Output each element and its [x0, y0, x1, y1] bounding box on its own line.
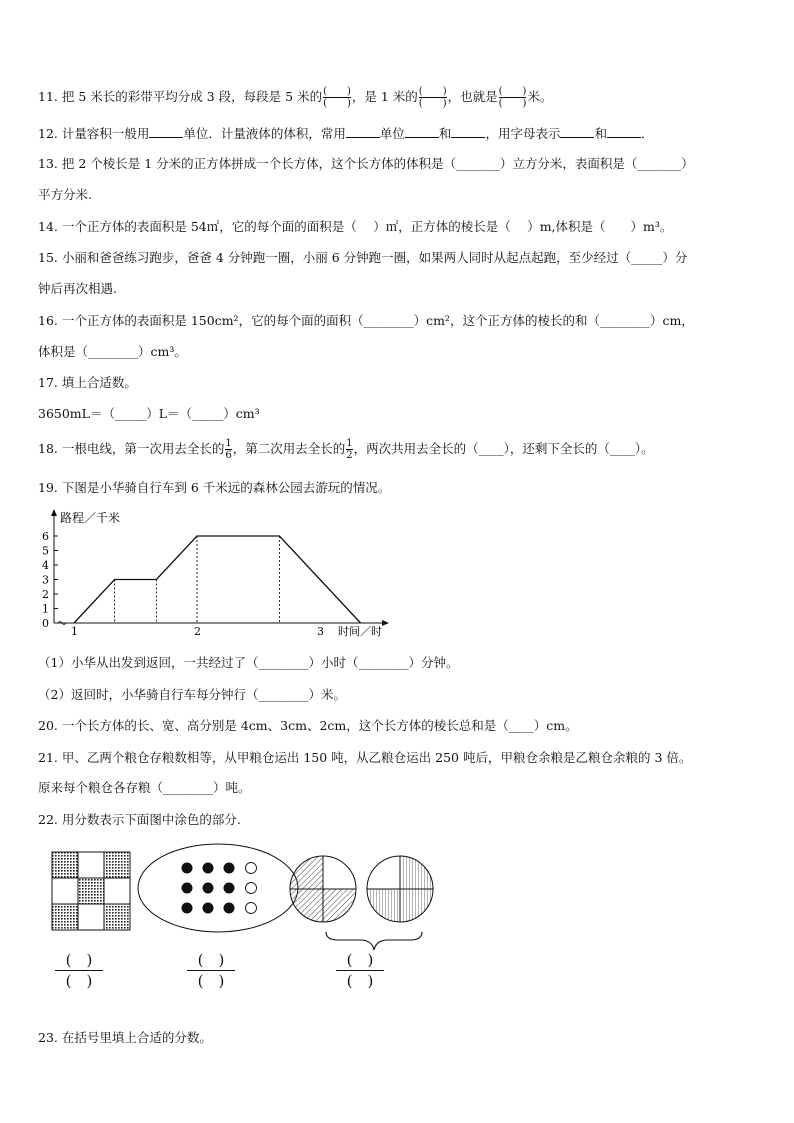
y-tick-label: 6: [42, 530, 49, 543]
answer-blank[interactable]: [607, 124, 641, 138]
y-axis-arrow: [51, 509, 57, 516]
x-tick-label: 1: [71, 625, 78, 638]
question-13-cont: 平方分米.: [38, 187, 92, 202]
answer-blank[interactable]: [346, 124, 380, 138]
y-tick-label: 4: [42, 559, 49, 572]
answer-blank[interactable]: [405, 124, 439, 138]
question-23: 23. 在括号里填上合适的分数。: [38, 1030, 212, 1045]
answer-blank[interactable]: [149, 124, 183, 138]
y-tick-label: 0: [42, 617, 49, 630]
question-20: 20. 一个长方体的长、宽、高分别是 4cm、3cm、2cm，这个长方体的棱长总和是（____）cm。: [38, 718, 578, 733]
x-axis-arrow: [382, 620, 389, 626]
brace: [326, 932, 422, 950]
y-tick-label: 2: [42, 588, 49, 601]
y-tick-label: 3: [42, 573, 49, 587]
fraction-blank[interactable]: $\frac{( )}{( )}$: [323, 86, 351, 109]
x-tick-label: 2: [194, 625, 201, 638]
question-22: 22. 用分数表示下面图中涂色的部分.: [38, 812, 241, 827]
ellipse-dots-figure: [138, 844, 298, 932]
question-12: 12. 计量容积一般用 单位．计量液体的体积，常用 单位 和 ，用字母表示 和 ．: [38, 126, 654, 141]
x-axis-label: 时间／时: [338, 625, 382, 638]
q22-answer-3[interactable]: ( ) ( ): [336, 950, 384, 991]
question-15: 15. 小丽和爸爸练习跑步，爸爸 4 分钟跑一圈，小丽 6 分钟跑一圈，如果两人同时从起点起跑，至少经过（_____）分: [38, 250, 688, 265]
fraction-blank[interactable]: $\frac{( )}{( )}$: [498, 86, 527, 109]
series-line: [74, 536, 361, 623]
question-11: 11. 把 5 米长的彩带平均分成 3 段，每段是 5 米的 $\frac{( )}{( )}$ ，是 1 米的 $\frac{( )}{( )}$ ，也就是 $\frac{( )}{( )}$ 米。: [38, 86, 553, 109]
y-tick-label: 5: [42, 544, 49, 558]
question-14: 14. 一个正方体的表面积是 54㎡，它的每个面的面积是（ ）㎡，正方体的棱长是（ ）m,体积是（ ）m³。: [38, 219, 673, 234]
question-16-cont: 体积是（________）cm³。: [38, 344, 187, 359]
question-19-sub2: （2）返回时，小华骑自行车每分钟行（________）米。: [38, 687, 346, 702]
question-19-sub1: （1）小华从出发到返回，一共经过了（________）小时（________）分钟。: [38, 655, 459, 670]
quarter-circles-figure: [290, 856, 433, 950]
y-tick-label: 1: [42, 602, 49, 616]
answer-blank[interactable]: [560, 124, 594, 138]
distance-time-chart: [40, 505, 400, 640]
q22-figures: [40, 840, 460, 1010]
question-15-cont: 钟后再次相遇.: [38, 281, 117, 296]
question-18: 18. 一根电线，第一次用去全长的 $\frac{1}{6}$ ，第二次用去全长的 $\frac{1}{2}$ ，两次共用去全长的（____），还剩下全长的（____）。: [38, 438, 654, 461]
fraction-one-sixth: $\frac{1}{6}$: [225, 438, 232, 461]
question-21-cont: 原来每个粮仓各存粮（________）吨。: [38, 780, 251, 795]
fraction-one-half: $\frac{1}{2}$: [346, 438, 353, 461]
x-tick-label: 3: [317, 625, 324, 638]
grid-figure: [52, 852, 130, 930]
fraction-blank[interactable]: $\frac{( )}{( )}$: [418, 86, 447, 109]
q22-answer-2[interactable]: ( ) ( ): [187, 950, 235, 991]
q22-answer-1[interactable]: ( ) ( ): [55, 950, 103, 991]
answer-blank[interactable]: [451, 124, 485, 138]
question-16: 16. 一个正方体的表面积是 150cm²，它的每个面的面积（________）cm²，这个正方体的棱长的和（________）cm，: [38, 313, 694, 328]
question-17: 17. 填上合适数。: [38, 375, 137, 390]
y-axis-label: 路程／千米: [60, 511, 121, 525]
question-19: 19. 下图是小华骑自行车到 6 千米远的森林公园去游玩的情况。: [38, 480, 391, 495]
question-17-cont: 3650mL＝（_____）L＝（_____）cm³: [38, 406, 260, 421]
question-13: 13. 把 2 个棱长是 1 分米的正方体拼成一个长方体，这个长方体的体积是（_______）立方分米，表面积是（_______）: [38, 156, 694, 171]
question-21: 21. 甲、乙两个粮仓存粮数相等，从甲粮仓运出 150 吨，从乙粮仓运出 250 吨后，甲粮仓余粮是乙粮仓余粮的 3 倍。: [38, 750, 692, 765]
